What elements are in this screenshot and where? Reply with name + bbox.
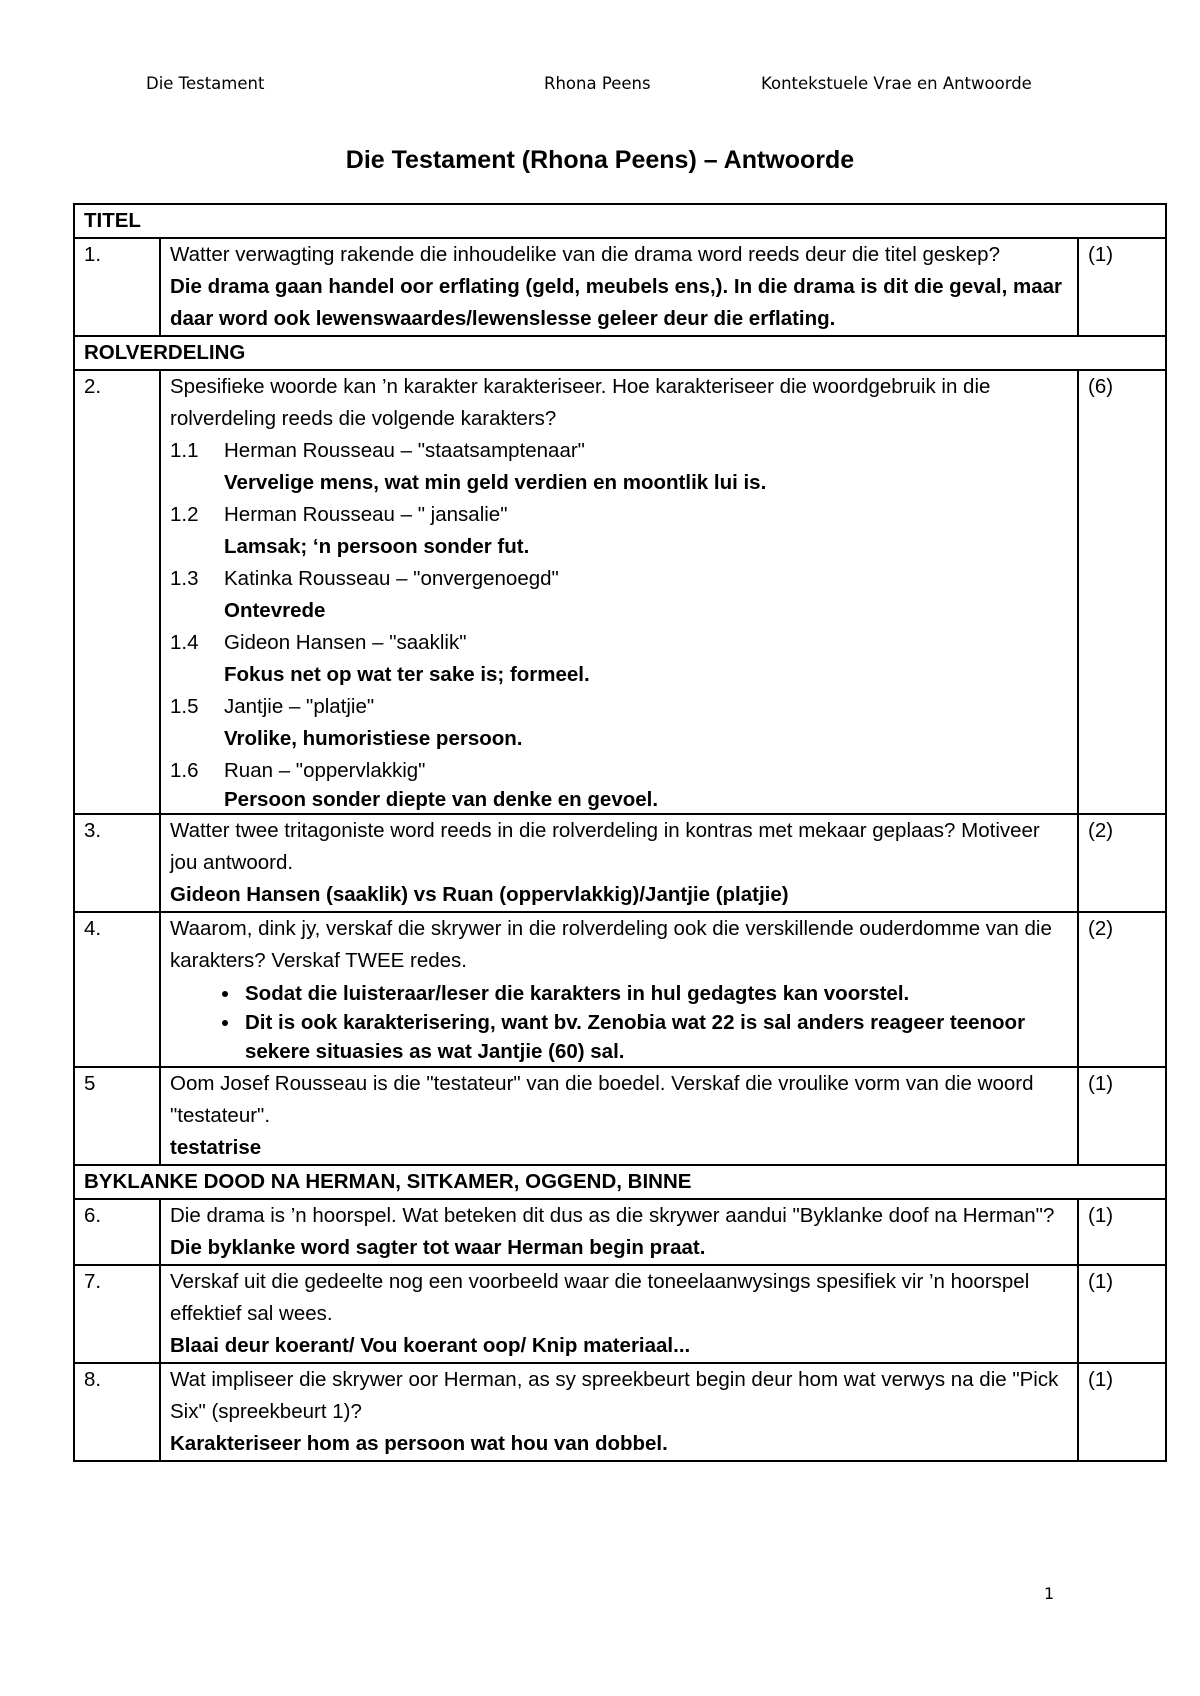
- question-row-7: [74, 1265, 1166, 1363]
- question-marks: (6): [1078, 370, 1166, 814]
- question-marks: (1): [1078, 1067, 1166, 1165]
- sub-answer-text: Vrolike, humoristiese persoon.: [224, 727, 523, 750]
- sub-question-text: Katinka Rousseau – "onvergenoegd": [224, 567, 559, 590]
- question-number: 1.: [74, 238, 160, 336]
- question-text: Watter twee tritagoniste word reeds in die rolverdeling in kontras met mekaar geplaas? Motiveer jou antwoord.: [170, 819, 1040, 874]
- sub-question: [170, 755, 1069, 787]
- sub-question-number: 1.2: [170, 503, 199, 526]
- question-body: [160, 1363, 1078, 1461]
- section-heading-titel: TITEL: [74, 204, 1166, 238]
- question-text: Waarom, dink jy, verskaf die skrywer in die rolverdeling ook die verskillende ouderdomme van die karakters? Verskaf TWEE redes.: [170, 917, 1052, 972]
- question-body: [160, 1265, 1078, 1363]
- question-text: Oom Josef Rousseau is die "testateur" van die boedel. Verskaf die vroulike vorm van die woord "testateur".: [170, 1072, 1034, 1127]
- question-marks: (1): [1078, 238, 1166, 336]
- question-marks: (2): [1078, 814, 1166, 912]
- sub-answer-text: Ontevrede: [224, 599, 326, 622]
- question-number: 2.: [74, 370, 160, 814]
- answer-bullet: • Dit is ook karakterisering, want bv. Zenobia wat 22 is sal anders reageer teenoor sekere situasies as wat Jantjie (60) sal.: [241, 1008, 1069, 1066]
- question-marks: (1): [1078, 1363, 1166, 1461]
- question-number: 5: [74, 1067, 160, 1165]
- answer-text: Blaai deur koerant/ Vou koerant oop/ Knip materiaal...: [170, 1334, 691, 1357]
- answer-text: Die drama gaan handel oor erflating (geld, meubels ens,). In die drama is dit die geval, maar daar word ook lewenswaardes/lewenslesse geleer deur die erflating.: [170, 275, 1062, 330]
- question-body: [160, 370, 1078, 814]
- sub-question-text: Herman Rousseau – " jansalie": [224, 503, 508, 526]
- section-heading-byklanke: BYKLANKE DOOD NA HERMAN, SITKAMER, OGGEND, BINNE: [74, 1165, 1166, 1199]
- sub-question-number: 1.4: [170, 631, 199, 654]
- sub-question: [170, 435, 1069, 467]
- section-row: [74, 336, 1166, 370]
- sub-question: [170, 563, 1069, 595]
- answer-text: Karakteriseer hom as persoon wat hou van dobbel.: [170, 1432, 668, 1455]
- page-number: 1: [1044, 1584, 1055, 1603]
- question-text: Verskaf uit die gedeelte nog een voorbeeld waar die toneelaanwysings spesifiek vir ’n hoorspel effektief sal wees.: [170, 1270, 1030, 1325]
- answer-bullet-list: [170, 979, 1069, 1066]
- question-body: [160, 1067, 1078, 1165]
- question-text: Die drama is ’n hoorspel. Wat beteken dit dus as die skrywer aandui "Byklanke doof na Herman"?: [170, 1204, 1055, 1227]
- answer-text: testatrise: [170, 1136, 262, 1159]
- page-header: [0, 74, 1200, 98]
- question-text: Wat impliseer die skrywer oor Herman, as sy spreekbeurt begin deur hom wat verwys na die "Pick Six" (spreekbeurt 1)?: [170, 1368, 1059, 1423]
- section-row: [74, 1165, 1166, 1199]
- question-row-3: [74, 814, 1166, 912]
- question-number: 6.: [74, 1199, 160, 1265]
- question-body: [160, 814, 1078, 912]
- question-body: [160, 1199, 1078, 1265]
- question-marks: (2): [1078, 912, 1166, 1067]
- sub-question-text: Jantjie – "platjie": [224, 695, 375, 718]
- question-number: 7.: [74, 1265, 160, 1363]
- question-number: 3.: [74, 814, 160, 912]
- answer-text: Gideon Hansen (saaklik) vs Ruan (oppervlakkig)/Jantjie (platjie): [170, 883, 789, 906]
- question-text: Spesifieke woorde kan ’n karakter karakteriseer. Hoe karakteriseer die woordgebruik in die rolverdeling reeds die volgende karakters?: [170, 375, 991, 430]
- question-body: [160, 912, 1078, 1067]
- sub-question-number: 1.6: [170, 759, 199, 782]
- question-number: 4.: [74, 912, 160, 1067]
- page-title: Die Testament (Rhona Peens) – Antwoorde: [345, 146, 855, 174]
- question-row-1: [74, 238, 1166, 336]
- sub-question: [170, 691, 1069, 723]
- sub-question: [170, 499, 1069, 531]
- sub-question-number: 1.5: [170, 695, 199, 718]
- sub-question-text: Herman Rousseau – "staatsamptenaar": [224, 439, 585, 462]
- question-row-2: [74, 370, 1166, 814]
- answer-text: Die byklanke word sagter tot waar Herman begin praat.: [170, 1236, 706, 1259]
- section-row: [74, 204, 1166, 238]
- section-heading-rolverdeling: ROLVERDELING: [74, 336, 1166, 370]
- questions-table: [73, 203, 1167, 1462]
- question-row-8: [74, 1363, 1166, 1461]
- question-marks: (1): [1078, 1199, 1166, 1265]
- question-text: Watter verwagting rakende die inhoudelike van die drama word reeds deur die titel geskep?: [170, 243, 1000, 266]
- sub-answer-text: Persoon sonder diepte van denke en gevoel.: [224, 788, 659, 811]
- question-row-4: [74, 912, 1166, 1067]
- sub-question-text: Gideon Hansen – "saaklik": [224, 631, 467, 654]
- question-row-6: [74, 1199, 1166, 1265]
- header-author: Rhona Peens: [544, 74, 651, 93]
- sub-question-number: 1.3: [170, 567, 199, 590]
- sub-question-text: Ruan – "oppervlakkig": [224, 759, 426, 782]
- sub-question-number: 1.1: [170, 439, 199, 462]
- question-body: [160, 238, 1078, 336]
- header-document-title: Die Testament: [146, 74, 265, 93]
- header-document-type: Kontekstuele Vrae en Antwoorde: [761, 74, 1032, 93]
- question-number: 8.: [74, 1363, 160, 1461]
- sub-answer-text: Fokus net op wat ter sake is; formeel.: [224, 663, 590, 686]
- question-marks: (1): [1078, 1265, 1166, 1363]
- sub-answer-text: Vervelige mens, wat min geld verdien en moontlik lui is.: [224, 471, 767, 494]
- sub-question: [170, 627, 1069, 659]
- answer-bullet: • Sodat die luisteraar/leser die karakters in hul gedagtes kan voorstel.: [241, 979, 1069, 1008]
- sub-answer-text: Lamsak; ‘n persoon sonder fut.: [224, 535, 530, 558]
- question-row-5: [74, 1067, 1166, 1165]
